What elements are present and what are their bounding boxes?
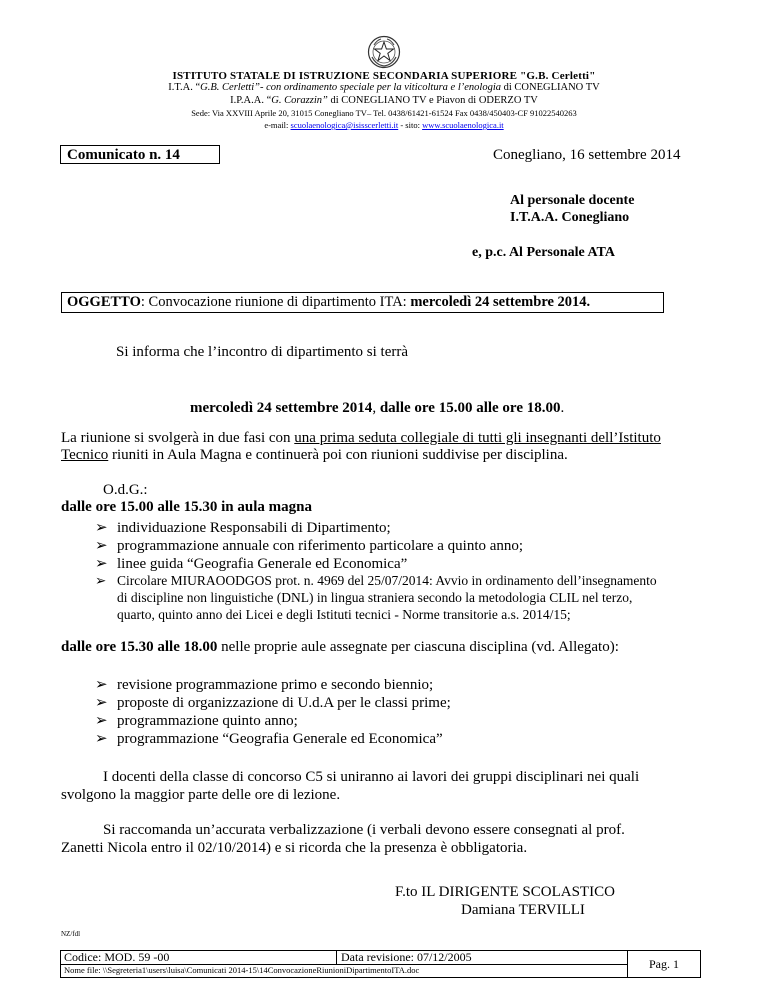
header-address: Sede: Via XXVIII Aprile 20, 31015 Conegliano TV– Tel. 0438/61421-61524 Fax 0438/450403-CF 91022540263 [191,108,577,118]
arrow-bullet-icon: ➢ [95,538,108,554]
intro-text: Si informa che l’incontro di dipartimento si terrà [116,344,409,360]
list-item: ➢ revisione programmazione primo e secondo biennio; [95,677,434,693]
school-name: ISTITUTO STATALE DI ISTRUZIONE SECONDARIA SUPERIORE "G.B. Cerletti" [172,70,596,82]
website-link[interactable]: www.scuolaenologica.it [422,120,504,130]
list-item: ➢ programmazione quinto anno; [95,713,298,729]
email-link[interactable]: scuolaenologica@isisscerletti.it [290,120,399,130]
footer-revisione: Data revisione: 07/12/2005 [341,950,472,964]
odg-label: O.d.G.: [103,482,148,498]
footer-divider [336,951,337,964]
paragraph-phases: La riunione si svolgerà in due fasi con una prima seduta collegiale di tutti gli insegnanti dell’Istituto Tecnico riuniti in Aula Magna e continuerà poi con riunioni suddivise per disciplina. [61,430,661,463]
list-item-continued: di discipline non linguistiche (DNL) in lingua straniera secondo la metodologia CLIL nel terzo, [117,590,633,605]
list-item-continued: quarto, quinto anno dei Licei e degli Istituti tecnici - Norme transitorie a.s. 2014/15; [117,607,571,622]
recipient-line-3: e, p.c. Al Personale ATA [472,245,615,260]
list-item: ➢ programmazione “Geografia Generale ed Economica” [95,731,443,747]
page-number: Pag. 1 [649,957,679,971]
header-contacts: e-mail: scuolaenologica@isisscerletti.it - sito: www.scuolaenologica.it [264,120,504,130]
header-line-ipaa: I.P.A.A. “G. Corazzin” di CONEGLIANO TV e Piavon di ODERZO TV [230,95,538,106]
arrow-bullet-icon: ➢ [95,556,108,572]
arrow-bullet-icon: ➢ [95,695,108,711]
republic-emblem-icon [367,35,401,69]
recipient-line-2: I.T.A.A. Conegliano [510,210,630,225]
footer-filename: Nome file: \\Segreteria1\users\luisa\Comunicati 2014-15\14ConvocazioneRiunioniDipartimentoITA.doc [64,965,420,975]
footer-table [60,950,701,978]
arrow-bullet-icon: ➢ [95,731,108,747]
arrow-bullet-icon: ➢ [95,573,107,588]
list-item: ➢ Circolare MIURAOODGOS prot. n. 4969 del 25/07/2014: Avvio in ordinamento dell’insegnamento [95,573,657,588]
list-item: ➢ proposte di organizzazione di U.d.A per le classi prime; [95,695,451,711]
paragraph-verbali: Si raccomanda un’accurata verbalizzazione (i verbali devono essere consegnati al prof. [103,822,625,838]
list-item: ➢ programmazione annuale con riferimento particolare a quinto anno; [95,538,524,554]
paragraph-c5: I docenti della classe di concorso C5 si uniranno ai lavori dei gruppi disciplinari nei quali [103,769,640,785]
subject-box: OGGETTO: Convocazione riunione di dipartimento ITA: mercoledì 24 settembre 2014. [61,292,664,313]
phase2-heading: dalle ore 15.30 alle 18.00 nelle proprie aule assegnate per ciascuna disciplina (vd. Allegato): [61,639,619,655]
comunicato-number: Comunicato n. 14 [60,145,220,164]
paragraph-verbali-cont: Zanetti Nicola entro il 02/10/2014) e si ricorda che la presenza è obbligatoria. [61,840,528,856]
meeting-when: mercoledì 24 settembre 2014, dalle ore 15.00 alle ore 18.00. [190,400,565,416]
header-line-ita: I.T.A. “G.B. Cerletti”- con ordinamento speciale per la viticoltura e l’enologia di CONEGLIANO TV [168,82,600,93]
list-item: ➢ individuazione Responsabili di Dipartimento; [95,520,391,536]
footer-row [61,951,627,965]
recipient-line-1: Al personale docente [510,193,635,208]
arrow-bullet-icon: ➢ [95,677,108,693]
place-date: Conegliano, 16 settembre 2014 [493,147,681,163]
list-item: ➢ linee guida “Geografia Generale ed Economica” [95,556,408,572]
footer-info [61,951,628,977]
arrow-bullet-icon: ➢ [95,713,108,729]
arrow-bullet-icon: ➢ [95,520,108,536]
initials: NZ/fdl [61,930,81,938]
phase1-heading: dalle ore 15.00 alle 15.30 in aula magna [61,499,312,515]
footer-codice: Codice: MOD. 59 -00 [64,950,170,964]
signature-name: Damiana TERVILLI [461,902,585,918]
paragraph-c5-cont: svolgono la maggior parte delle ore di lezione. [61,787,341,803]
signature-title: F.to IL DIRIGENTE SCOLASTICO [395,884,615,900]
